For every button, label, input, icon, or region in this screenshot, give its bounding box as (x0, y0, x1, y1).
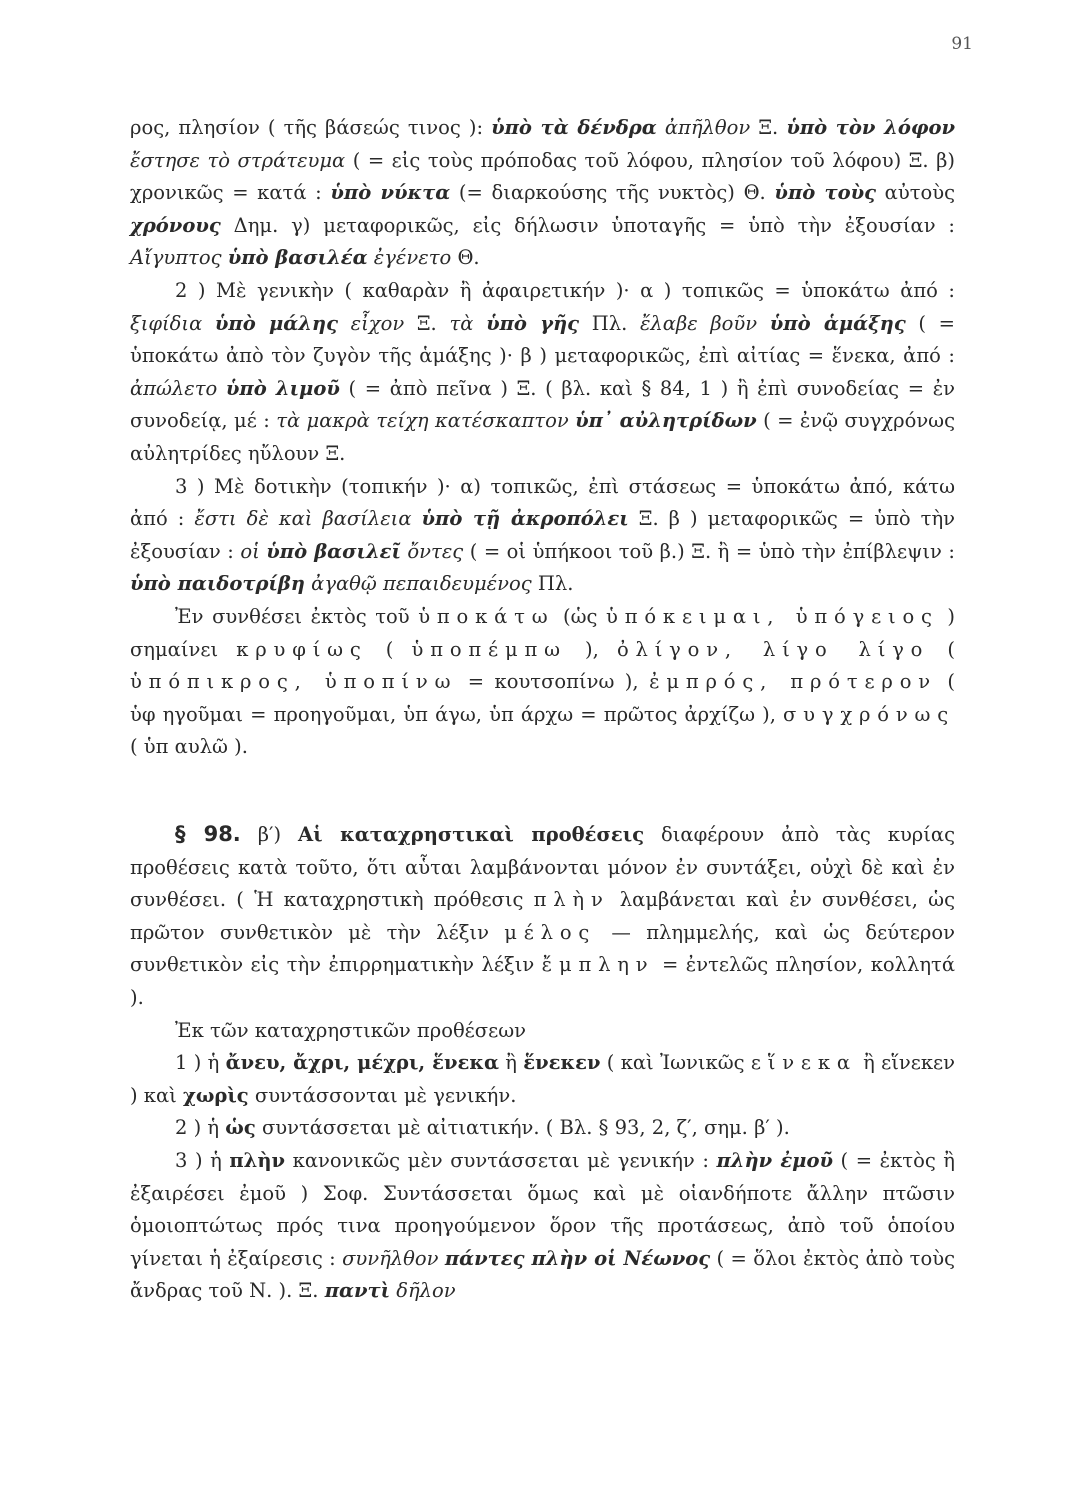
text-run: χρόνους (130, 213, 221, 237)
text-run: ἕνεκεν (523, 1051, 601, 1075)
text-run: 2 ) ἡ (175, 1116, 226, 1140)
text-run: ὀλίγον, λίγο λίγο (616, 637, 930, 661)
text-run: ὑπόκειμαι, ὑπόγειος (606, 604, 939, 628)
text-run: = κουτσοπίνω ), (457, 670, 650, 694)
text-run: κανονικῶς μὲν συντάσσεται μὲ γενικήν : (285, 1148, 717, 1172)
text-run: ἔστι δὲ καὶ βασίλεια (194, 507, 422, 531)
text-run: ἔμπλην (541, 953, 655, 977)
paragraph (130, 1015, 955, 1048)
text-run: ( = ὅλοι ἐκτὸς ἀπὸ τοὺς ἄνδρας τοῦ Ν. ). Ξ. (130, 1246, 955, 1303)
text-run: μέλος (504, 920, 597, 944)
text-run: ( (367, 637, 412, 661)
text-run: Ἐκ τῶν καταχρηστικῶν προθέσεων (175, 1018, 526, 1042)
text-run: ( ὑπ αυλῶ ). (130, 735, 248, 759)
text-run: εἶχον (337, 311, 405, 335)
text-run: (ὡς (554, 604, 607, 628)
text-block-top (130, 112, 955, 764)
text-run: ( = ὑποκάτω ἀπὸ τὸν ζυγὸν τῆς ἁμάξης )· β ) μεταφορικῶς, ἐπὶ αἰτίας = ἕνεκα, ἀπό : (130, 311, 955, 368)
text-run: ἀγαθῷ πεπαιδευμένος (304, 572, 532, 596)
text-run: ξιφίδια (130, 311, 215, 335)
text-run: Αἴγυπτος (130, 246, 228, 270)
text-run: διαφέρουν ἀπὸ τὰς κυρίας προθέσεις κατὰ τοῦτο, ὅτι αὗται λαμβάνονται μόνον ἐν συντάξει, οὐχὶ δὲ καὶ ἐν συνθέσει. ( Ἡ καταχρηστικὴ πρόθεσις (130, 823, 955, 912)
text-run: τὰ μακρὰ τείχη κατέσκαπτον (276, 409, 576, 433)
text-run: ), (566, 637, 617, 661)
text-run: πλὴν (229, 1148, 286, 1172)
text-run: — πλημμελής, καὶ ὡς δεύτερον συνθετικὸν εἰς τὴν ἐπιρρηματικὴν λέξιν (130, 920, 955, 977)
text-run: ὑπὸ παιδοτρίβη (130, 572, 305, 596)
text-run: ὡς (225, 1116, 256, 1140)
text-run: πλὴν ἐμοῦ (716, 1148, 833, 1172)
text-run: Αἱ καταχρηστικαὶ προθέσεις (298, 823, 645, 846)
text-run: β′) (240, 823, 299, 846)
paragraph (130, 275, 955, 471)
text-run: ὑπὸ νύκτα (330, 181, 451, 205)
text-run: Πλ. (579, 311, 640, 335)
text-run: πλὴν (533, 888, 610, 912)
text-run: ἄνευ, ἄχρι, μέχρι, ἕνεκα (225, 1051, 499, 1075)
text-run: ἐμπρός, πρότερον (649, 670, 937, 694)
text-run: ὑπὸ ἁμάξης (769, 311, 906, 335)
paragraph (130, 1047, 955, 1112)
text-run: ( = ἐκτὸς ἢ ἐξαιρέσει ἐμοῦ ) Σοφ. Συντάσσεται ὅμως καὶ μὲ οἱανδήποτε ἄλλην πτῶσιν ὁμοιοπτώτως πρός τινα προηγούμενον ὅρον τῆς προτάσεως, ἀπὸ τοῦ ὁποίου γίνεται ἡ ἐξαίρεσις : (130, 1148, 955, 1270)
text-run: = ἐντελῶς πλησίον, κολλητά ). (130, 953, 955, 1009)
text-run: ὑποπέμπω (411, 637, 567, 661)
text-run: πάντες πλὴν οἱ Νέωνος (444, 1246, 711, 1270)
text-run: εἵνεκα (750, 1051, 857, 1075)
text-run: ὑπὸ βασιλεῖ (266, 539, 401, 563)
text-run: Ξ. (750, 116, 787, 139)
text-run: Δημ. γ) μεταφορικῶς, εἰς δήλωσιν ὑποταγῆς = ὑπὸ τὴν ἐξουσίαν : (220, 213, 955, 237)
text-run: ρος, πλησίον ( τῆς βάσεώς τινος ): (130, 116, 492, 139)
text-run: ἢ εἵνεκεν ) καὶ (130, 1051, 955, 1107)
section-text (130, 823, 955, 1009)
text-run: συντάσσονται μὲ γενικήν. (248, 1083, 517, 1107)
text-run: συντάσσεται μὲ αἰτιατικήν. ( Βλ. § 93, 2, ζ′, σημ. β′ ). (255, 1116, 790, 1140)
text-run: ὑπὸ λιμοῦ (225, 376, 340, 400)
text-run: Θ. (451, 246, 480, 270)
text-run: κρυφίως (236, 637, 368, 661)
text-run: ἐγένετο (367, 246, 452, 270)
text-run: ἢ (498, 1051, 524, 1075)
text-block-bottom (130, 818, 955, 1308)
text-run: 2 ) Μὲ γενικὴν ( καθαρὰν ἢ ἀφαιρετικήν )· α ) τοπικῶς = ὑποκάτω ἀπό : (175, 278, 955, 302)
text-run: Ξ. β ) μεταφορικῶς = ὑπὸ τὴν ἐξουσίαν : (130, 507, 956, 563)
text-run: ὑπὸ μάλης (214, 311, 338, 335)
text-run: συγχρόνως (783, 702, 955, 726)
section-paragraph (130, 818, 955, 1015)
text-run: ( = ἀπὸ πεῖνα ) Ξ. ( βλ. καὶ § 84, 1 ) ἢ ἐπὶ συνοδείας = ἐν συνοδείᾳ, μέ : (130, 376, 956, 433)
text-run: ὑπὸ γῆς (486, 311, 580, 335)
text-run: Ξ. (404, 311, 450, 335)
paragraph (130, 112, 955, 275)
text-run: ὑπόπικρος, ὑποπίνω (130, 670, 458, 694)
text-run: ( = οἱ ὑπήκοοι τοῦ β.) Ξ. ἢ = ὑπὸ τὴν ἐπίβλεψιν : (463, 539, 955, 563)
text-run: ὑπὸ τὸν λόφον (786, 116, 955, 139)
text-run: ὑποκάτω (418, 604, 555, 628)
text-run: (= διαρκούσης τῆς νυκτὸς) Θ. (450, 181, 775, 205)
page-number: 91 (951, 34, 973, 54)
text-run: δῆλον (390, 1279, 456, 1303)
text-run: παντὶ (324, 1279, 391, 1303)
text-run: οἱ (240, 539, 267, 563)
text-run: αὐτοὺς (876, 181, 956, 205)
text-run: ἀπῆλθον (656, 116, 751, 139)
text-run: ἔστησε τὸ στράτευμα (130, 148, 346, 172)
text-run: ( καὶ Ἰωνικῶς (600, 1051, 751, 1075)
paragraph (130, 471, 955, 601)
text-run: ) σημαίνει (130, 604, 955, 661)
text-run: ( ὑφ ηγοῦμαι = προηγοῦμαι, ὑπ άγω, ὑπ άρχω = πρῶτος ἀρχίζω ), (130, 670, 956, 726)
text-run: 3 ) Μὲ δοτικὴν (τοπικήν )· α) τοπικῶς, ἐπὶ στάσεως = ὑποκάτω ἀπό, κάτω ἀπό : (130, 474, 955, 531)
paragraph (130, 1145, 955, 1308)
text-run: ὑπὸ βασιλέα (227, 246, 368, 270)
text-run: ὑπὸ τῇ ἀκροπόλει (421, 507, 629, 531)
text-run: ἀπώλετο (130, 376, 226, 400)
text-run: ὑπ᾽ αὐλητρίδων (575, 409, 757, 433)
text-run: ( = ἐνῷ συγχρόνως αὐλητρίδες ηὔλουν Ξ. (130, 409, 955, 465)
text-run: συνῆλθον (342, 1246, 445, 1270)
text-run: τὰ (449, 311, 487, 335)
text-run: ὑπὸ τὰ δένδρα (491, 116, 657, 139)
text-run: ὑπὸ τοὺς (774, 181, 877, 205)
text-run: λαμβάνεται καὶ ἐν συνθέσει, ὡς πρῶτον συνθετικὸν μὲ τὴν λέξιν (130, 888, 955, 944)
text-run: ὄντες (400, 539, 464, 563)
text-run: 1 ) ἡ (175, 1051, 226, 1075)
text-run: 3 ) ἡ (175, 1148, 230, 1172)
text-run: ( = εἰς τοὺς πρόποδας τοῦ λόφου, πλησίον τοῦ λόφου) Ξ. β) χρονικῶς = κατά : (130, 148, 956, 205)
text-run: χωρὶς (183, 1083, 249, 1107)
text-run: Ἐν συνθέσει ἐκτὸς τοῦ (175, 604, 419, 628)
text-run: Πλ. (531, 572, 574, 596)
paragraph (130, 1112, 955, 1145)
text-run: ( (929, 637, 955, 661)
text-run: ἔλαβε βοῦν (639, 311, 770, 335)
paragraph (130, 601, 955, 764)
section-number: § 98. (175, 822, 241, 846)
